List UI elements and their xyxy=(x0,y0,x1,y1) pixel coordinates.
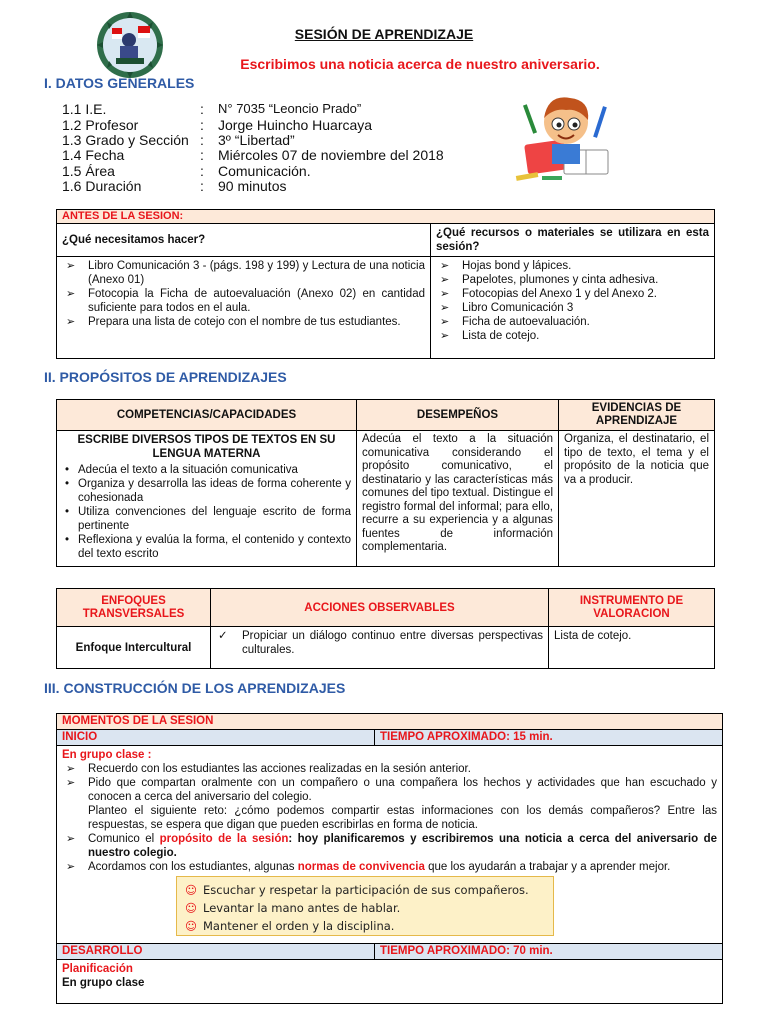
inicio-tiempo: TIEMPO APROXIMADO: 15 min. xyxy=(375,730,723,746)
propositos-table xyxy=(56,399,715,567)
check-icon: ✓ xyxy=(218,630,228,642)
header-acciones: ACCIONES OBSERVABLES xyxy=(211,589,549,627)
school-logo xyxy=(92,10,170,80)
planificacion-label: Planificación xyxy=(62,963,133,975)
norm-item: ☺ Mantener el orden y la disciplina. xyxy=(185,919,395,933)
smiley-icon: ☺ xyxy=(185,883,197,897)
desarrollo-label: DESARROLLO xyxy=(57,944,375,960)
desarrollo-tiempo: TIEMPO APROXIMADO: 70 min. xyxy=(375,944,723,960)
section-propositos-title: II. PROPÓSITOS DE APRENDIZAJES xyxy=(44,369,287,385)
norm-item: ☺ Escuchar y respetar la participación de sus compañeros. xyxy=(185,883,529,897)
list-item: ➢ Comunico el propósito de la sesión: hoy planificaremos y escribiremos una noticia a cerca del aniversario de nuestro colegio. xyxy=(88,832,717,860)
section-datos-generales-title: I. DATOS GENERALES xyxy=(44,75,195,91)
student-cartoon-image xyxy=(508,90,618,186)
enfoque-cell: Enfoque Intercultural xyxy=(57,627,211,669)
desarrollo-content xyxy=(57,960,723,1004)
acciones-cell xyxy=(211,627,549,669)
list-item: ➢ Acordamos con los estudiantes, algunas normas de convivencia que los ayudarán a trabajar y a aprender mejor. xyxy=(88,860,717,874)
competencias-cell xyxy=(57,431,357,567)
list-item: • Organiza y desarrolla las ideas de forma coherente y cohesionada xyxy=(78,477,351,505)
evidencias-cell: Organiza, el destinatario, el tipo de texto, el tema y el propósito de la noticia que va a producir. xyxy=(559,431,715,567)
accion-text: Propiciar un diálogo continuo entre diversas perspectivas culturales. xyxy=(242,630,543,656)
header-evidencias: EVIDENCIAS DE APRENDIZAJE xyxy=(559,400,715,431)
momentos-header: MOMENTOS DE LA SESION xyxy=(57,714,723,730)
construccion-table xyxy=(56,713,723,1004)
header-competencias: COMPETENCIAS/CAPACIDADES xyxy=(57,400,357,431)
en-grupo-label: En grupo clase xyxy=(62,977,145,989)
list-item: • Reflexiona y evalúa la forma, el contenido y contexto del texto escrito xyxy=(78,533,351,561)
inicio-label: INICIO xyxy=(57,730,375,746)
antes-sesion-table xyxy=(56,209,715,359)
norm-item: ☺ Levantar la mano antes de hablar. xyxy=(185,901,401,915)
instrumento-cell: Lista de cotejo. xyxy=(549,627,715,669)
session-subtitle: Escribimos una noticia acerca de nuestro aniversario. xyxy=(240,56,600,72)
antes-sesion-header: ANTES DE LA SESION: xyxy=(57,210,715,224)
page-title: SESIÓN DE APRENDIZAJE xyxy=(294,26,474,42)
grupo-clase-label: En grupo clase : xyxy=(62,749,152,761)
list-item: • Utiliza convenciones del lenguaje escrito de forma pertinente xyxy=(78,505,351,533)
list-item: ➢ Lista de cotejo. xyxy=(462,329,709,343)
list-item: ➢ Hojas bond y lápices. xyxy=(462,259,709,273)
list-item: ➢ Fotocopias del Anexo 1 y del Anexo 2. xyxy=(462,287,709,301)
list-item: ➢ Recuerdo con los estudiantes las acciones realizadas en la sesión anterior. xyxy=(88,762,717,776)
desempenos-cell: Adecúa el texto a la situación comunicativa considerando el propósito comunicativo, el destinatario y las características más comunes del tipo textual. Distingue el registro formal del informal; para ello, recurre a su experiencia y a algunas fuentes de información complementaria. xyxy=(357,431,559,567)
antes-col1-cell xyxy=(57,257,431,359)
header-enfoques: ENFOQUES TRANSVERSALES xyxy=(57,589,211,627)
list-item: ➢ Ficha de autoevaluación. xyxy=(462,315,709,329)
competencia-title: ESCRIBE DIVERSOS TIPOS DE TEXTOS EN SU LENGUA MATERNA xyxy=(77,434,336,460)
header-instrumento: INSTRUMENTO DE VALORACION xyxy=(549,589,715,627)
antes-col2-header: ¿Qué recursos o materiales se utilizara en esta sesión? xyxy=(431,224,715,257)
list-item: ➢ Fotocopia la Ficha de autoevaluación (Anexo 02) en cantidad suficiente para todos en el aula. xyxy=(88,287,425,315)
section-construccion-title: III. CONSTRUCCIÓN DE LOS APRENDIZAJES xyxy=(44,680,346,696)
enfoques-table xyxy=(56,588,715,669)
smiley-icon: ☺ xyxy=(185,901,197,915)
list-item: ➢ Papelotes, plumones y cinta adhesiva. xyxy=(462,273,709,287)
list-item: ➢ Libro Comunicación 3 - (págs. 198 y 199) y Lectura de una noticia (Anexo 01) xyxy=(88,259,425,287)
list-item: ➢ Libro Comunicación 3 xyxy=(462,301,709,315)
antes-col2-cell xyxy=(431,257,715,359)
list-item: ➢ Prepara una lista de cotejo con el nombre de tus estudiantes. xyxy=(88,315,425,329)
antes-col1-header: ¿Qué necesitamos hacer? xyxy=(57,224,431,257)
smiley-icon: ☺ xyxy=(185,919,197,933)
header-desempenos: DESEMPEÑOS xyxy=(357,400,559,431)
list-item: ➢ Pido que compartan oralmente con un compañero o una compañera los hechos y actividades que han escuchado y conocen a cerca del aniversario del colegio. Planteo el siguiente reto: ¿cómo podemos compartir estas informaciones con los demás compañeros? Entre las respuestas, se espera que digan que pueden escribirlas en forma de noticia. xyxy=(88,776,717,832)
norms-box xyxy=(176,876,554,936)
list-item: • Adecúa el texto a la situación comunicativa xyxy=(78,463,351,477)
